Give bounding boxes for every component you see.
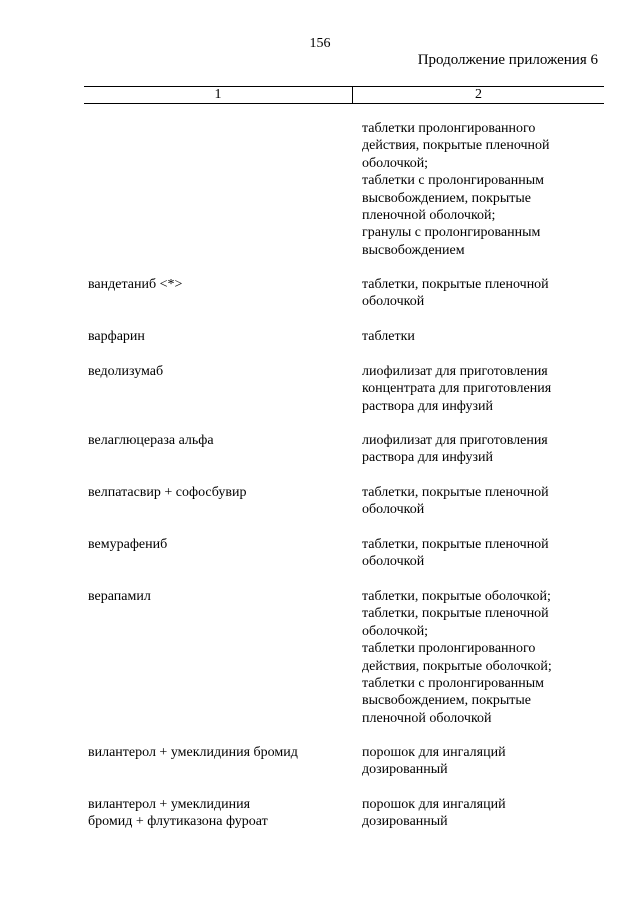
continuation-label: Продолжение приложения 6 <box>417 52 598 68</box>
drug-name: вилантерол + умеклидиния бромид <box>88 745 298 760</box>
dosage-form: таблетки, покрытые пленочной оболочкой <box>362 537 549 570</box>
drug-name: велпатасвир + софосбувир <box>88 485 247 500</box>
dosage-form: лиофилизат для приготовления концентрата для приготовления раствора для инфузий <box>362 364 552 414</box>
drug-name: вилантерол + умеклидиния бромид + флутиказона фуроат <box>88 797 268 830</box>
dosage-form: таблетки, покрытые пленочной оболочкой <box>362 277 549 310</box>
drug-name: велаглюцераза альфа <box>88 433 214 448</box>
drug-name: верапамил <box>88 589 151 604</box>
drug-name: ведолизумаб <box>88 364 164 379</box>
column-number-1: 1 <box>84 86 353 103</box>
page-number: 156 <box>309 36 331 51</box>
dosage-form: таблетки, покрытые пленочной оболочкой <box>362 485 549 518</box>
table-column-numbers <box>84 86 604 104</box>
dosage-form: порошок для ингаляций дозированный <box>362 745 506 778</box>
dosage-form: таблетки пролонгированного действия, покрытые пленочной оболочкой; таблетки с пролонгированным высвобождением, покрытые пленочной оболочкой; гранулы с пролонгированным высвобождением <box>362 121 550 258</box>
dosage-form: лиофилизат для приготовления раствора для инфузий <box>362 433 548 466</box>
column-number-2: 2 <box>475 87 482 102</box>
drug-name: вемурафениб <box>88 537 168 552</box>
dosage-form: порошок для ингаляций дозированный <box>362 797 506 830</box>
drug-name: вандетаниб <*> <box>88 277 183 292</box>
dosage-form: таблетки <box>362 329 415 344</box>
dosage-form: таблетки, покрытые оболочкой; таблетки, покрытые пленочной оболочкой; таблетки пролонгированного действия, покрытые оболочкой; таблетки с пролонгированным высвобождением, покрытые пленочной оболочкой <box>362 589 552 726</box>
drug-name: варфарин <box>88 329 145 344</box>
